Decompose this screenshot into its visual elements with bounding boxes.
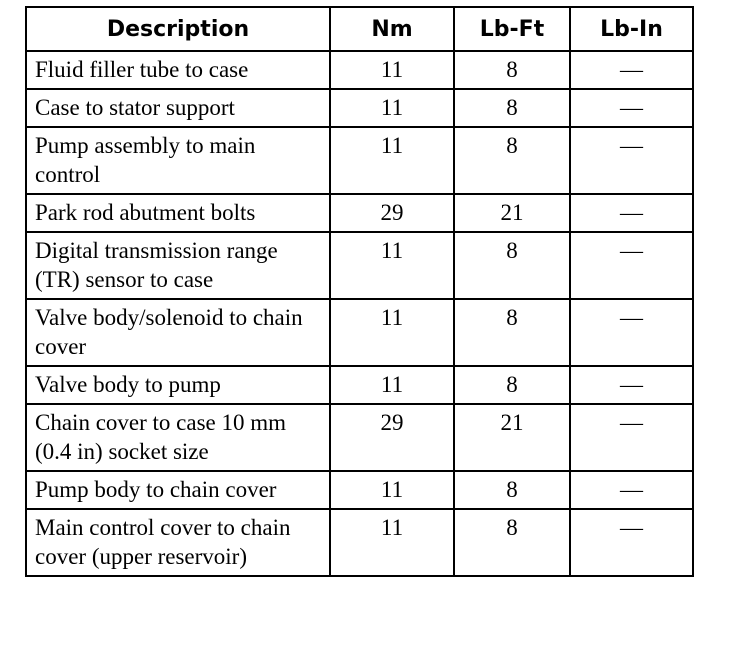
cell-nm: 29 xyxy=(330,404,454,471)
cell-lbft: 8 xyxy=(454,471,570,509)
column-header-description: Description xyxy=(26,7,330,51)
cell-description: Main control cover to chain cover (upper reservoir) xyxy=(26,509,330,576)
cell-nm: 11 xyxy=(330,127,454,194)
cell-description: Digital transmission range (TR) sensor to case xyxy=(26,232,330,299)
cell-lbin: — xyxy=(570,51,693,89)
cell-nm: 11 xyxy=(330,89,454,127)
cell-lbin: — xyxy=(570,509,693,576)
table-row xyxy=(26,509,693,576)
cell-lbft: 8 xyxy=(454,366,570,404)
column-header-nm: Nm xyxy=(330,7,454,51)
torque-spec-table xyxy=(25,6,694,577)
table-row xyxy=(26,366,693,404)
table-row xyxy=(26,299,693,366)
cell-nm: 11 xyxy=(330,299,454,366)
cell-lbin: — xyxy=(570,366,693,404)
cell-lbin: — xyxy=(570,471,693,509)
table-row xyxy=(26,51,693,89)
cell-description: Park rod abutment bolts xyxy=(26,194,330,232)
table-row xyxy=(26,404,693,471)
cell-lbin: — xyxy=(570,127,693,194)
cell-lbft: 8 xyxy=(454,509,570,576)
table-row xyxy=(26,127,693,194)
cell-description: Valve body/solenoid to chain cover xyxy=(26,299,330,366)
cell-nm: 11 xyxy=(330,471,454,509)
table-row xyxy=(26,194,693,232)
cell-description: Pump assembly to main control xyxy=(26,127,330,194)
table-row xyxy=(26,471,693,509)
column-header-lbin: Lb-In xyxy=(570,7,693,51)
cell-nm: 11 xyxy=(330,51,454,89)
column-header-lbft: Lb-Ft xyxy=(454,7,570,51)
cell-nm: 11 xyxy=(330,509,454,576)
cell-nm: 11 xyxy=(330,232,454,299)
cell-description: Pump body to chain cover xyxy=(26,471,330,509)
cell-lbin: — xyxy=(570,232,693,299)
cell-lbft: 8 xyxy=(454,89,570,127)
cell-description: Case to stator support xyxy=(26,89,330,127)
cell-nm: 11 xyxy=(330,366,454,404)
cell-description: Valve body to pump xyxy=(26,366,330,404)
cell-lbft: 21 xyxy=(454,194,570,232)
cell-lbin: — xyxy=(570,404,693,471)
cell-lbft: 21 xyxy=(454,404,570,471)
cell-description: Fluid filler tube to case xyxy=(26,51,330,89)
cell-nm: 29 xyxy=(330,194,454,232)
cell-lbft: 8 xyxy=(454,299,570,366)
table-row xyxy=(26,89,693,127)
header-row xyxy=(26,7,693,51)
torque-spec-table-container xyxy=(25,6,692,577)
cell-description: Chain cover to case 10 mm (0.4 in) socket size xyxy=(26,404,330,471)
cell-lbft: 8 xyxy=(454,127,570,194)
table-row xyxy=(26,232,693,299)
cell-lbin: — xyxy=(570,89,693,127)
cell-lbft: 8 xyxy=(454,51,570,89)
cell-lbin: — xyxy=(570,299,693,366)
cell-lbin: — xyxy=(570,194,693,232)
cell-lbft: 8 xyxy=(454,232,570,299)
